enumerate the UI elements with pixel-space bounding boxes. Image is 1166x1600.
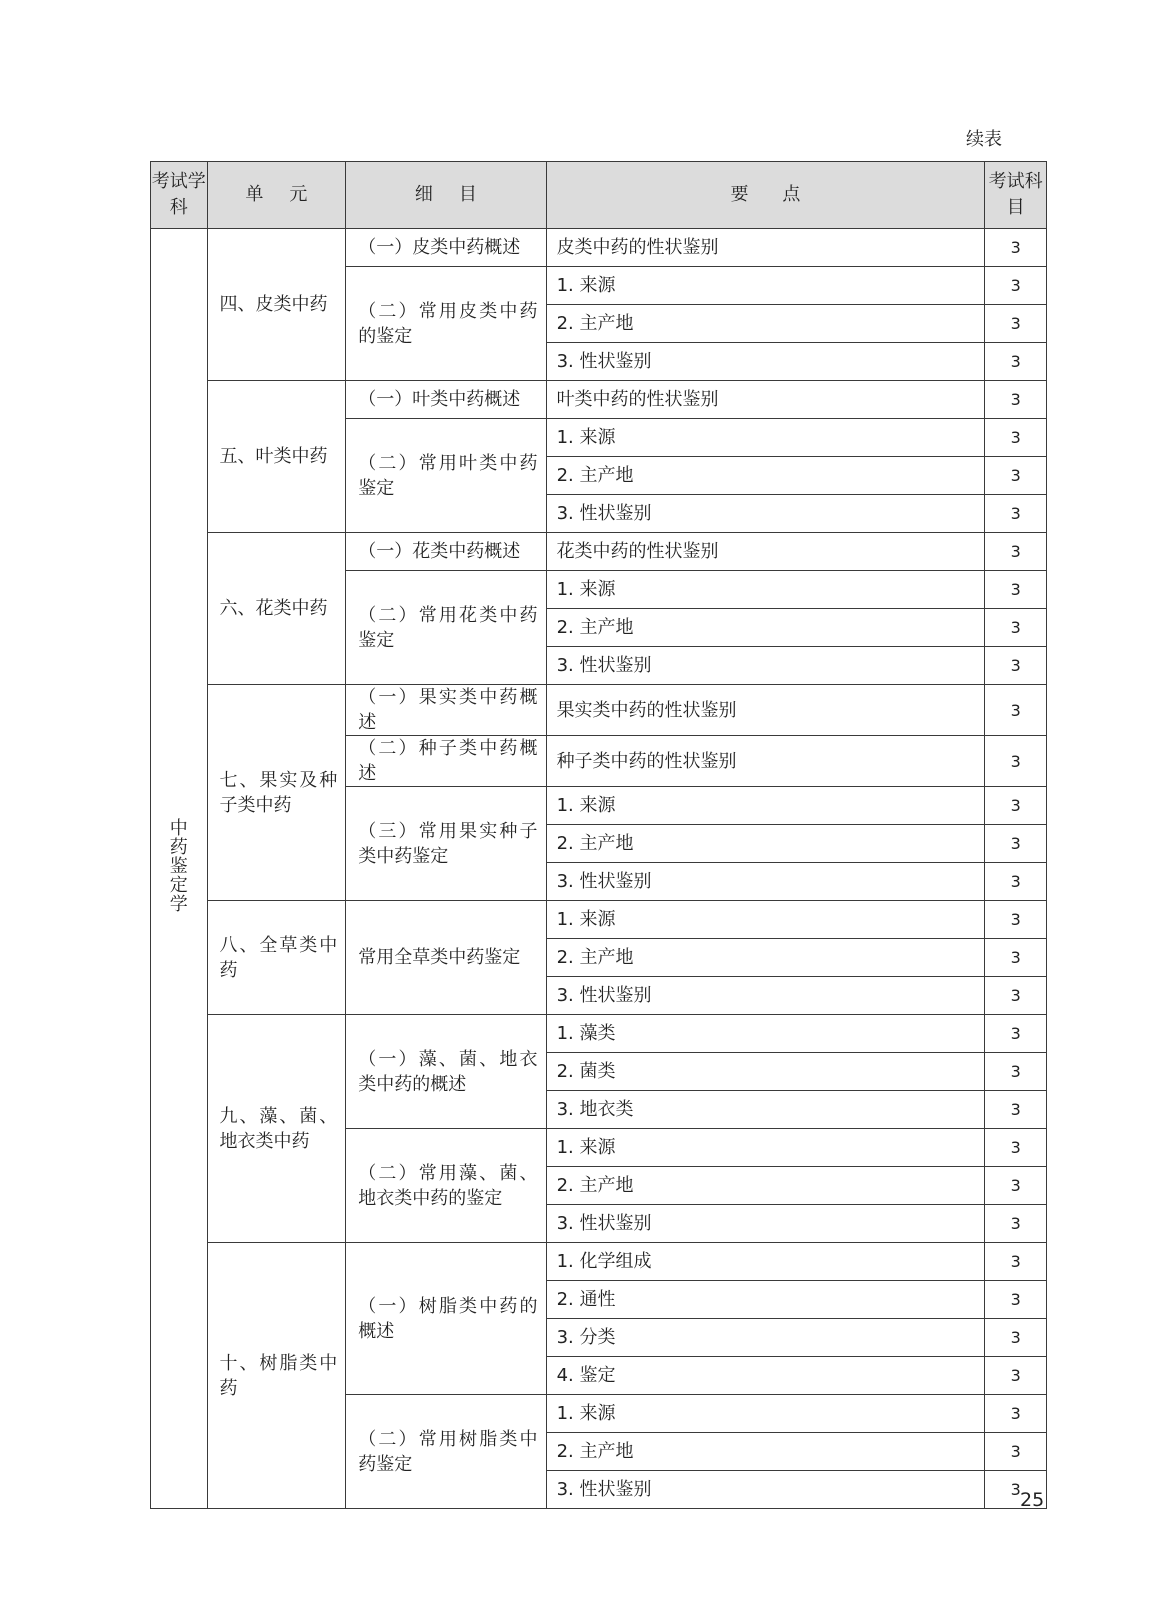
detail-cell: （一）叶类中药概述 (346, 381, 546, 419)
detail-cell: （一）花类中药概述 (346, 533, 546, 571)
table-row (151, 533, 1047, 571)
table-row (151, 685, 1047, 736)
point-cell: 3. 性状鉴别 (546, 495, 985, 533)
point-cell: 3. 性状鉴别 (546, 977, 985, 1015)
unit-cell: 九、藻、菌、地衣类中药 (207, 1015, 346, 1243)
point-cell: 1. 来源 (546, 419, 985, 457)
code-cell: 3 (985, 1433, 1047, 1471)
point-cell: 1. 来源 (546, 1129, 985, 1167)
header-point: 要点 (546, 162, 985, 229)
point-cell: 1. 来源 (546, 787, 985, 825)
code-cell: 3 (985, 1053, 1047, 1091)
point-cell: 2. 通性 (546, 1281, 985, 1319)
code-cell: 3 (985, 305, 1047, 343)
code-cell: 3 (985, 571, 1047, 609)
code-cell: 3 (985, 1319, 1047, 1357)
point-cell: 3. 性状鉴别 (546, 1471, 985, 1509)
detail-cell: 常用全草类中药鉴定 (346, 901, 546, 1015)
code-cell: 3 (985, 1357, 1047, 1395)
code-cell: 3 (985, 457, 1047, 495)
code-cell: 3 (985, 1167, 1047, 1205)
code-cell: 3 (985, 977, 1047, 1015)
table-header-row (151, 162, 1047, 229)
code-cell: 3 (985, 609, 1047, 647)
point-cell: 3. 性状鉴别 (546, 647, 985, 685)
code-cell: 3 (985, 787, 1047, 825)
point-cell: 1. 化学组成 (546, 1243, 985, 1281)
point-cell: 2. 主产地 (546, 457, 985, 495)
point-cell: 3. 地衣类 (546, 1091, 985, 1129)
point-cell: 4. 鉴定 (546, 1357, 985, 1395)
code-cell: 3 (985, 647, 1047, 685)
table-body (151, 229, 1047, 1509)
code-cell: 3 (985, 229, 1047, 267)
code-cell: 3 (985, 1015, 1047, 1053)
detail-cell: （一）树脂类中药的概述 (346, 1243, 546, 1395)
code-cell: 3 (985, 685, 1047, 736)
table-row (151, 1015, 1047, 1053)
code-cell: 3 (985, 419, 1047, 457)
code-cell: 3 (985, 1243, 1047, 1281)
table-row (151, 381, 1047, 419)
code-cell: 3 (985, 343, 1047, 381)
unit-cell: 十、树脂类中药 (207, 1243, 346, 1509)
unit-cell: 八、全草类中药 (207, 901, 346, 1015)
code-cell: 3 (985, 1471, 1047, 1509)
code-cell: 3 (985, 1129, 1047, 1167)
detail-cell: （二）常用叶类中药鉴定 (346, 419, 546, 533)
code-cell: 3 (985, 1091, 1047, 1129)
table-row (151, 229, 1047, 267)
point-cell: 3. 分类 (546, 1319, 985, 1357)
detail-cell: （二）种子类中药概述 (346, 736, 546, 787)
code-cell: 3 (985, 863, 1047, 901)
subject-cell (151, 229, 208, 1509)
detail-cell: （二）常用花类中药鉴定 (346, 571, 546, 685)
detail-cell: （一）藻、菌、地衣类中药的概述 (346, 1015, 546, 1129)
header-code: 考试科目 (985, 162, 1047, 229)
point-cell: 2. 主产地 (546, 1167, 985, 1205)
table-row (151, 1243, 1047, 1281)
code-cell: 3 (985, 939, 1047, 977)
unit-cell: 五、叶类中药 (207, 381, 346, 533)
code-cell: 3 (985, 1281, 1047, 1319)
page-number: 25 (1020, 1489, 1045, 1511)
header-unit: 单元 (207, 162, 346, 229)
header-detail: 细目 (346, 162, 546, 229)
point-cell: 3. 性状鉴别 (546, 863, 985, 901)
detail-cell: （一）果实类中药概述 (346, 685, 546, 736)
detail-cell: （二）常用树脂类中药鉴定 (346, 1395, 546, 1509)
code-cell: 3 (985, 381, 1047, 419)
point-cell: 叶类中药的性状鉴别 (546, 381, 985, 419)
table-row (151, 901, 1047, 939)
code-cell: 3 (985, 901, 1047, 939)
code-cell: 3 (985, 495, 1047, 533)
code-cell: 3 (985, 825, 1047, 863)
point-cell: 3. 性状鉴别 (546, 343, 985, 381)
code-cell: 3 (985, 1395, 1047, 1433)
point-cell: 2. 主产地 (546, 609, 985, 647)
point-cell: 花类中药的性状鉴别 (546, 533, 985, 571)
code-cell: 3 (985, 736, 1047, 787)
point-cell: 皮类中药的性状鉴别 (546, 229, 985, 267)
point-cell: 种子类中药的性状鉴别 (546, 736, 985, 787)
point-cell: 1. 来源 (546, 267, 985, 305)
code-cell: 3 (985, 1205, 1047, 1243)
point-cell: 3. 性状鉴别 (546, 1205, 985, 1243)
point-cell: 1. 藻类 (546, 1015, 985, 1053)
detail-cell: （二）常用皮类中药的鉴定 (346, 267, 546, 381)
point-cell: 2. 主产地 (546, 305, 985, 343)
code-cell: 3 (985, 267, 1047, 305)
header-subject: 考试学科 (151, 162, 208, 229)
point-cell: 2. 主产地 (546, 939, 985, 977)
point-cell: 2. 主产地 (546, 1433, 985, 1471)
unit-cell: 四、皮类中药 (207, 229, 346, 381)
point-cell: 1. 来源 (546, 1395, 985, 1433)
detail-cell: （一）皮类中药概述 (346, 229, 546, 267)
point-cell: 2. 菌类 (546, 1053, 985, 1091)
unit-cell: 六、花类中药 (207, 533, 346, 685)
unit-cell: 七、果实及种子类中药 (207, 685, 346, 901)
point-cell: 果实类中药的性状鉴别 (546, 685, 985, 736)
subject-name: 中药鉴定学 (169, 818, 188, 915)
point-cell: 1. 来源 (546, 571, 985, 609)
code-cell: 3 (985, 533, 1047, 571)
point-cell: 1. 来源 (546, 901, 985, 939)
detail-cell: （二）常用藻、菌、地衣类中药的鉴定 (346, 1129, 546, 1243)
point-cell: 2. 主产地 (546, 825, 985, 863)
continued-label: 续表 (966, 129, 1002, 150)
detail-cell: （三）常用果实种子类中药鉴定 (346, 787, 546, 901)
syllabus-table (150, 161, 1047, 1509)
